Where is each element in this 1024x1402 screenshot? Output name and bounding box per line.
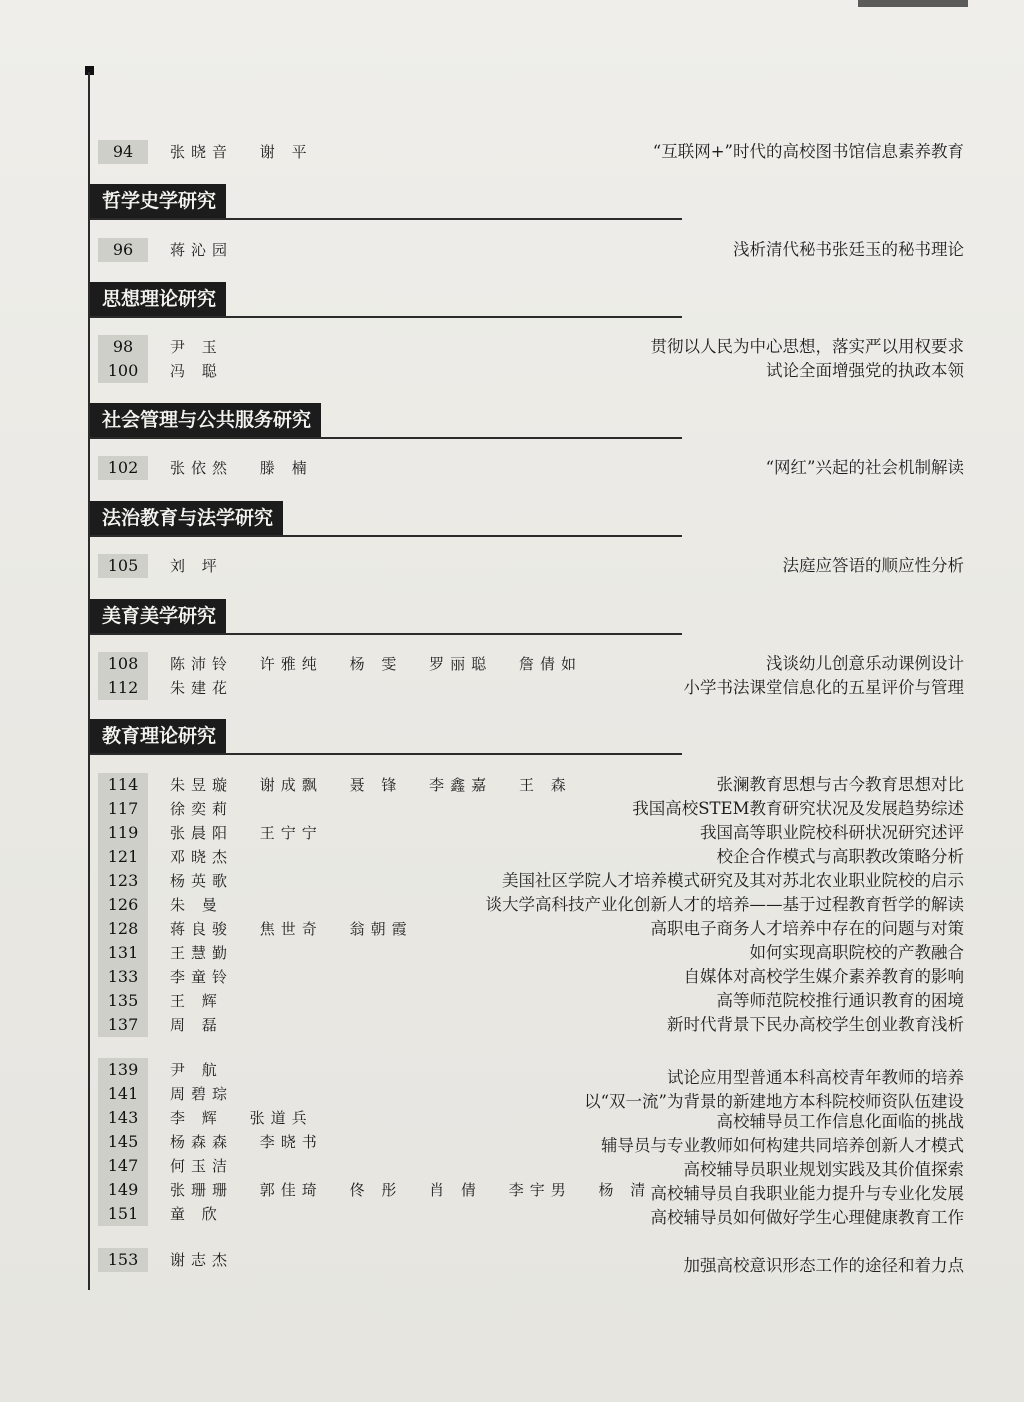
entry-authors	[170, 1130, 345, 1154]
toc-entry[interactable]	[90, 1106, 964, 1130]
toc-entry[interactable]	[90, 845, 964, 869]
entry-authors	[170, 359, 245, 383]
toc-entry[interactable]	[90, 893, 964, 917]
toc-entry[interactable]	[90, 1248, 964, 1275]
toc-entry[interactable]	[90, 917, 964, 941]
author: 滕 楠	[259, 459, 313, 477]
entry-title: 新时代背景下民办高校学生创业教育浅析	[667, 1015, 964, 1034]
entry-authors	[170, 1248, 255, 1272]
entry-title: 高等师范院校推行通识教育的困境	[716, 991, 964, 1010]
page-number: 112	[98, 676, 148, 700]
entry-authors	[170, 1178, 673, 1202]
page-number: 151	[98, 1202, 148, 1226]
page-number: 123	[98, 869, 148, 893]
page-header-band	[858, 0, 968, 7]
entry-authors	[170, 917, 435, 941]
author: 冯 聪	[170, 362, 223, 380]
page-number: 100	[98, 359, 148, 383]
toc-entry[interactable]	[90, 359, 964, 383]
author: 尹 玉	[170, 338, 223, 356]
author: 杨 雯	[349, 655, 403, 673]
page-number: 108	[98, 652, 148, 676]
page-number: 149	[98, 1178, 148, 1202]
page-number: 131	[98, 941, 148, 965]
toc-entry[interactable]	[90, 554, 964, 578]
toc-entry[interactable]	[90, 1058, 964, 1087]
author: 王 森	[518, 776, 572, 794]
entry-title: “互联网+”时代的高校图书馆信息素养教育	[652, 142, 964, 161]
page-number: 145	[98, 1130, 148, 1154]
author: 朱 曼	[170, 896, 223, 914]
author: 谢志杰	[170, 1251, 234, 1269]
entry-authors	[170, 869, 255, 893]
entry-authors	[170, 676, 255, 700]
toc-entry[interactable]	[90, 869, 964, 893]
author: 张晨阳	[170, 824, 234, 842]
entry-title: 校企合作模式与高职教改策略分析	[716, 847, 964, 866]
toc-entry[interactable]	[90, 941, 964, 965]
author: 王慧勤	[170, 944, 234, 962]
toc-entry[interactable]	[90, 652, 964, 676]
page-number: 135	[98, 989, 148, 1013]
entry-title: “网红”兴起的社会机制解读	[765, 458, 964, 477]
page-number: 114	[98, 773, 148, 797]
author: 徐奕莉	[170, 800, 234, 818]
author: 翁朝霞	[349, 920, 413, 938]
entry-title: 试论全面增强党的执政本领	[766, 361, 964, 380]
section-label: 教育理论研究	[90, 719, 226, 753]
page-number: 121	[98, 845, 148, 869]
author: 许雅纯	[259, 655, 323, 673]
page-number: 126	[98, 893, 148, 917]
author: 张道兵	[249, 1109, 313, 1127]
entry-authors	[170, 845, 255, 869]
page-number: 139	[98, 1058, 148, 1082]
author: 张珊珊	[170, 1181, 234, 1199]
toc-entry[interactable]	[90, 1202, 964, 1226]
toc-entry[interactable]	[90, 1154, 964, 1178]
page-number: 133	[98, 965, 148, 989]
author: 肖 倩	[429, 1181, 482, 1199]
entry-authors	[170, 554, 245, 578]
section-header	[90, 403, 682, 439]
author: 杨森森	[170, 1133, 234, 1151]
page-number: 117	[98, 797, 148, 821]
page-number: 105	[98, 554, 148, 578]
entry-authors	[170, 238, 255, 262]
page-number: 143	[98, 1106, 148, 1130]
author: 李童铃	[170, 968, 234, 986]
section-label: 社会管理与公共服务研究	[90, 403, 321, 437]
entry-authors	[170, 1202, 245, 1226]
toc-entry[interactable]	[90, 797, 964, 821]
author: 聂 锋	[349, 776, 403, 794]
entry-title: 贯彻以人民为中心思想，落实严以用权要求	[650, 337, 964, 356]
section-header	[90, 599, 682, 635]
toc-entry[interactable]	[90, 335, 964, 359]
entry-authors	[170, 1013, 245, 1037]
page-number: 98	[98, 335, 148, 359]
toc-entry[interactable]	[90, 1130, 964, 1154]
toc-entry[interactable]	[90, 773, 964, 797]
author: 李鑫嘉	[429, 776, 493, 794]
author: 李晓书	[259, 1133, 323, 1151]
section-header	[90, 501, 682, 537]
entry-title: 辅导员与专业教师如何构建共同培养创新人才模式	[601, 1136, 964, 1155]
entry-authors	[170, 1106, 335, 1130]
toc-entry[interactable]	[90, 989, 964, 1013]
author: 罗丽聪	[429, 655, 493, 673]
entry-authors	[170, 773, 594, 797]
author: 朱建花	[170, 679, 234, 697]
author: 谢成飘	[259, 776, 323, 794]
entry-authors	[170, 965, 255, 989]
section-label: 思想理论研究	[90, 282, 226, 316]
entry-authors	[170, 821, 345, 845]
author: 詹倩如	[518, 655, 582, 673]
toc-entry[interactable]	[90, 238, 964, 262]
author: 李宇男	[508, 1181, 572, 1199]
toc-entry[interactable]	[90, 1082, 964, 1111]
section-label: 美育美学研究	[90, 599, 226, 633]
author: 佟 彤	[349, 1181, 403, 1199]
toc-entry[interactable]	[90, 676, 964, 700]
author: 周 磊	[170, 1016, 223, 1034]
section-header	[90, 282, 682, 318]
section-label: 哲学史学研究	[90, 184, 226, 218]
entry-title: 我国高校STEM教育研究状况及发展趋势综述	[632, 799, 964, 818]
page-number: 153	[98, 1248, 148, 1272]
author: 蒋良骏	[170, 920, 234, 938]
author: 杨英歌	[170, 872, 234, 890]
entry-authors	[170, 140, 335, 164]
entry-title: 小学书法课堂信息化的五星评价与管理	[683, 678, 964, 697]
entry-title: 浅谈幼儿创意乐动课例设计	[766, 654, 964, 673]
author: 刘 坪	[170, 557, 223, 575]
entry-title: 张澜教育思想与古今教育思想对比	[716, 775, 964, 794]
author: 童 欣	[170, 1205, 223, 1223]
entry-title: 高校辅导员工作信息化面临的挑战	[716, 1112, 964, 1131]
entry-title: 我国高等职业院校科研状况研究述评	[700, 823, 964, 842]
toc-entry[interactable]	[90, 1013, 964, 1037]
author: 李 辉	[170, 1109, 223, 1127]
entry-title: 高校辅导员自我职业能力提升与专业化发展	[650, 1184, 964, 1203]
page-number: 94	[98, 140, 148, 164]
author: 邓晓杰	[170, 848, 234, 866]
entry-title: 自媒体对高校学生媒介素养教育的影响	[683, 967, 964, 986]
author: 蒋沁园	[170, 241, 234, 259]
toc-entry[interactable]	[90, 821, 964, 845]
toc-entry[interactable]	[90, 456, 964, 480]
author: 张晓音	[170, 143, 234, 161]
page-number: 102	[98, 456, 148, 480]
author: 王宁宁	[259, 824, 323, 842]
author: 尹 航	[170, 1061, 223, 1079]
entry-authors	[170, 989, 245, 1013]
entry-authors	[170, 797, 255, 821]
author: 陈沛铃	[170, 655, 234, 673]
section-label: 法治教育与法学研究	[90, 501, 283, 535]
entry-title: 加强高校意识形态工作的途径和着力点	[683, 1256, 964, 1275]
entry-authors	[170, 652, 604, 676]
author: 何玉洁	[170, 1157, 234, 1175]
entry-title: 高职电子商务人才培养中存在的问题与对策	[650, 919, 964, 938]
author: 杨 清	[598, 1181, 652, 1199]
entry-authors	[170, 1082, 255, 1106]
page-number: 137	[98, 1013, 148, 1037]
toc-entry[interactable]	[90, 1178, 964, 1202]
entry-authors	[170, 941, 255, 965]
page-number: 147	[98, 1154, 148, 1178]
toc-entry[interactable]	[90, 965, 964, 989]
entry-title: 以“双一流”为背景的新建地方本科院校师资队伍建设	[584, 1092, 964, 1111]
entry-title: 谈大学高科技产业化创新人才的培养——基于过程教育哲学的解读	[485, 895, 964, 914]
section-header	[90, 184, 682, 220]
author: 朱昱璇	[170, 776, 234, 794]
page-number: 96	[98, 238, 148, 262]
entry-title: 高校辅导员如何做好学生心理健康教育工作	[650, 1208, 964, 1227]
entry-title: 法庭应答语的顺应性分析	[782, 556, 964, 575]
entry-authors	[170, 1154, 255, 1178]
author: 周碧琮	[170, 1085, 234, 1103]
author: 郭佳琦	[259, 1181, 323, 1199]
section-header	[90, 719, 682, 755]
entry-authors	[170, 456, 335, 480]
entry-title: 高校辅导员职业规划实践及其价值探索	[683, 1160, 964, 1179]
page-number: 128	[98, 917, 148, 941]
entry-authors	[170, 893, 245, 917]
entry-authors	[170, 335, 245, 359]
author: 焦世奇	[259, 920, 323, 938]
entry-title: 美国社区学院人才培养模式研究及其对苏北农业职业院校的启示	[502, 871, 964, 890]
entry-authors	[170, 1058, 245, 1082]
page-number: 119	[98, 821, 148, 845]
page-number: 141	[98, 1082, 148, 1106]
toc-entry[interactable]	[90, 140, 964, 164]
entry-title: 浅析清代秘书张廷玉的秘书理论	[733, 240, 964, 259]
author: 张依然	[170, 459, 234, 477]
entry-title: 试论应用型普通本科高校青年教师的培养	[667, 1068, 964, 1087]
author: 王 辉	[170, 992, 223, 1010]
author: 谢 平	[259, 143, 313, 161]
entry-title: 如何实现高职院校的产教融合	[749, 943, 964, 962]
